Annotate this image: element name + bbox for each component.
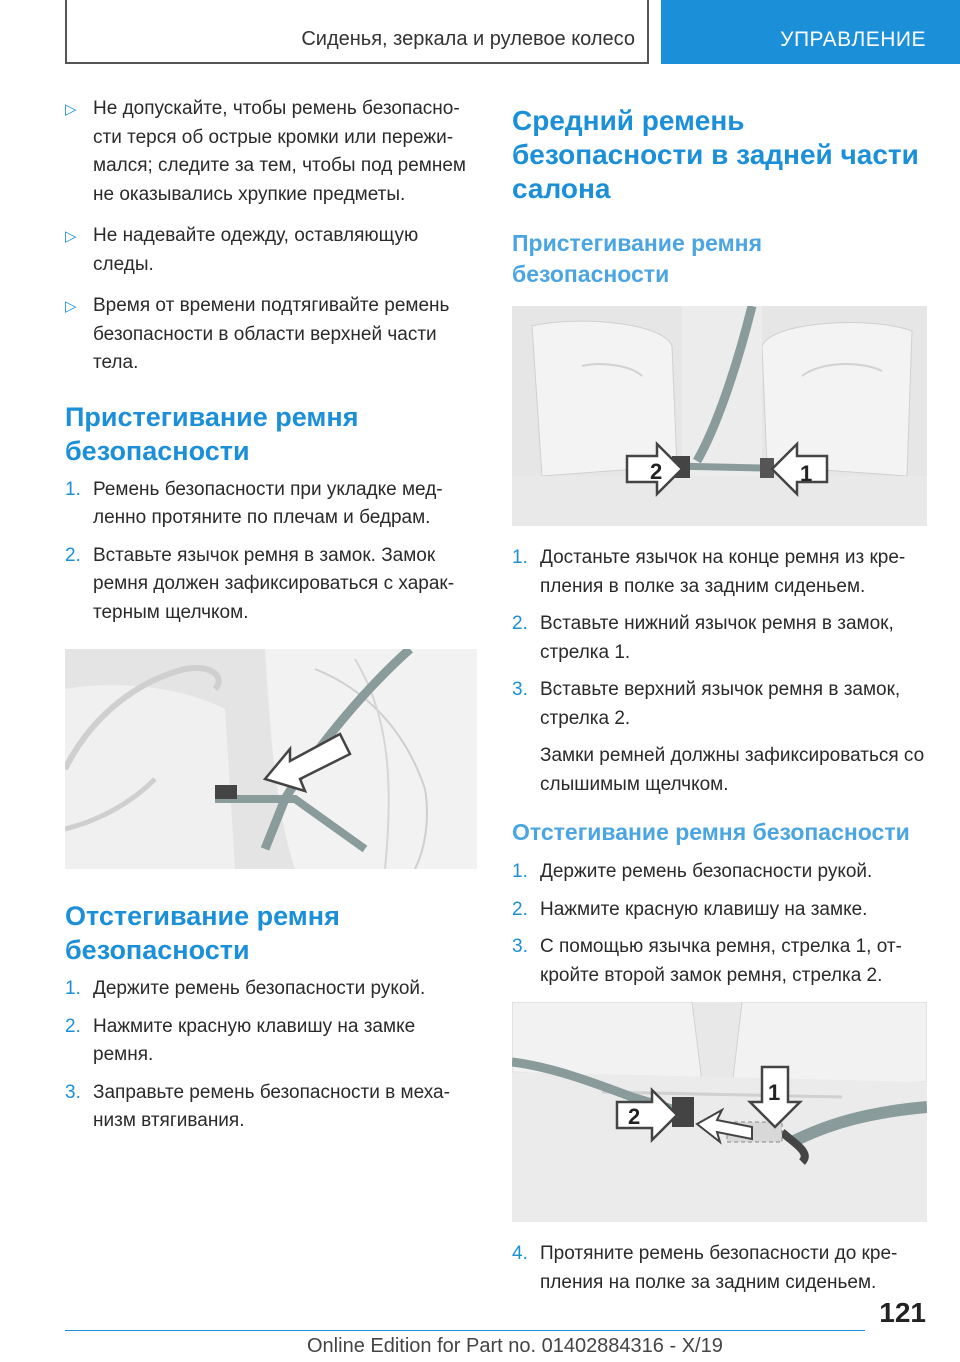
bullet-text: Не надевайте одежду, оставляющую следы.: [93, 225, 419, 275]
bullet-item: [65, 292, 477, 378]
step-item: [65, 542, 477, 628]
step-number: 1.: [512, 861, 528, 882]
driver-seatbelt-figure: [65, 649, 477, 869]
step-text: Вставьте верхний язычок ремня в замок, стрелка 2.: [540, 679, 901, 729]
step-text: Вставьте язычок ремня в замок. Замок ремня должен зафиксироваться с харак-терным щелчком.: [93, 544, 455, 623]
step-text: Нажмите красную клавишу на замке ремня.: [93, 1015, 416, 1065]
step-item: [512, 1240, 930, 1297]
arrow-label-2: 2: [650, 459, 663, 484]
step-text: С помощью язычка ремня, стрелка 1, от-кройте второй замок ремня, стрелка 2.: [540, 936, 902, 986]
step-number: 1.: [65, 978, 81, 999]
step-item: [65, 1079, 477, 1136]
step-text: Достаньте язычок на конце ремня из кре-пления в полке за задним сиденьем.: [540, 547, 906, 597]
triangle-bullet-icon: ▷: [65, 101, 77, 118]
step-item: [512, 544, 930, 601]
step-text: Ремень безопасности при укладке мед-ленно протяните по плечам и бедрам.: [93, 478, 443, 528]
bullet-item: [65, 95, 477, 209]
rear-belt-fasten-figure: [512, 306, 927, 526]
left-column: [65, 92, 477, 1145]
step-number: 1.: [512, 547, 528, 568]
step-text: Держите ремень безопасности рукой.: [93, 978, 426, 999]
step-text: Заправьте ремень безопасности в меха-низм втягивания.: [93, 1081, 450, 1131]
arrow-label-1: 1: [768, 1080, 781, 1105]
step-item: [65, 476, 477, 533]
step-number: 1.: [65, 478, 81, 500]
rear-unfasten-heading: Отстегивание ремня безопасности: [512, 819, 910, 845]
step-item: [512, 933, 930, 990]
step-number: 3.: [65, 1081, 81, 1103]
step-text: Держите ремень безопасности рукой.: [540, 861, 873, 882]
step-item: [512, 896, 930, 925]
step-number: 2.: [65, 1015, 81, 1037]
step-item: [512, 610, 930, 667]
page-number: 121: [879, 1297, 926, 1328]
chapter-title: Сиденья, зеркала и рулевое колесо: [301, 28, 635, 50]
header-section-tab: [661, 0, 960, 64]
header-chapter-tab: [65, 0, 649, 64]
rear-fasten-heading: Пристегивание ремня безопасности: [512, 230, 762, 287]
bullet-text: Время от времени подтягивайте ремень безопасности в области верхней части тела.: [93, 295, 450, 373]
step-number: 4.: [512, 1243, 528, 1264]
unfasten-heading: Отстегивание ремня безопасности: [65, 901, 340, 965]
step-text: Вставьте нижний язычок ремня в замок, стрелка 1.: [540, 613, 894, 663]
online-edition-text: Online Edition for Part no. 01402884316 - X/19: [307, 1335, 723, 1357]
step-number: 3.: [512, 936, 528, 957]
footer-divider: [65, 1330, 865, 1331]
fasten-note: Замки ремней должны зафиксироваться со слышимым щелчком.: [540, 745, 925, 795]
fasten-heading: Пристегивание ремня безопасности: [65, 401, 359, 466]
triangle-bullet-icon: ▷: [65, 228, 77, 245]
arrow-label-2: 2: [628, 1104, 641, 1129]
step-number: 2.: [512, 898, 528, 920]
section-title: УПРАВЛЕНИЕ: [780, 28, 926, 51]
triangle-bullet-icon: ▷: [65, 298, 77, 315]
step-text: Нажмите красную клавишу на замке.: [540, 898, 868, 920]
step-item: [65, 1013, 477, 1070]
step-text: Протяните ремень безопасности до кре-пления на полке за задним сиденьем.: [540, 1243, 898, 1293]
step-item: [65, 975, 477, 1004]
arrow-label-1: 1: [800, 461, 813, 486]
bullet-text: Не допускайте, чтобы ремень безопасно-сти терся об острые кромки или пережи-мался; следите за тем, чтобы под ремнем не оказывались хрупкие предметы.: [93, 98, 466, 205]
step-number: 3.: [512, 679, 528, 700]
right-column: [512, 104, 930, 1306]
bullet-item: [65, 222, 477, 279]
step-number: 2.: [65, 544, 81, 566]
step-item: [512, 858, 930, 887]
rear-belt-unfasten-figure: [512, 1002, 927, 1222]
step-number: 2.: [512, 613, 528, 634]
rear-belt-heading: Средний ремень безопасности в задней части салона: [512, 105, 919, 204]
step-item: [512, 676, 930, 733]
